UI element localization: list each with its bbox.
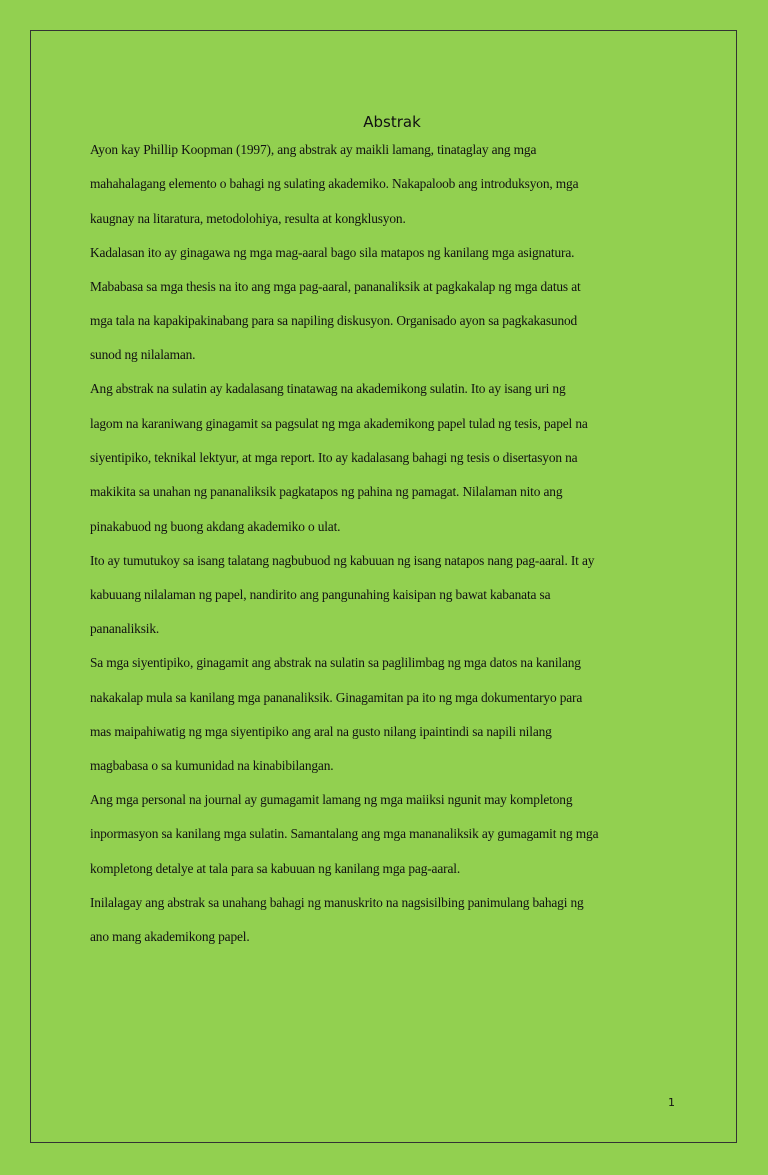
paragraph-4 xyxy=(90,549,690,641)
text-line: Kadalasan ito ay ginagawa ng mga mag-aaral bago sila matapos ng kanilang mga asignatura. xyxy=(90,244,575,260)
text-line: Ayon kay Phillip Koopman (1997), ang abstrak ay maikli lamang, tinataglay ang mga xyxy=(90,142,537,157)
page-number: 1 xyxy=(668,1096,675,1109)
paragraph-1 xyxy=(90,138,690,230)
text-line: magbabasa o sa kumunidad na kinabibilangan. xyxy=(90,758,334,774)
text-line: Mababasa sa mga thesis na ito ang mga pag-aaral, pananaliksik at pagkakalap ng mga datus at xyxy=(90,278,581,294)
text-line: ano mang akademikong papel. xyxy=(90,929,250,945)
text-line: pinakabuod ng buong akdang akademiko o ulat. xyxy=(90,518,341,534)
text-line: mga tala na kapakipakinabang para sa napiling diskusyon. Organisado ayon sa pagkakasunod xyxy=(90,313,578,329)
text-line: Ang abstrak na sulatin ay kadalasang tinatawag na akademikong sulatin. Ito ay isang uri ng xyxy=(90,381,566,397)
text-line: sunod ng nilalaman. xyxy=(90,347,196,363)
text-line: lagom na karaniwang ginagamit sa pagsulat ng mga akademikong papel tulad ng tesis, papel na xyxy=(90,415,588,431)
paragraph-7 xyxy=(90,891,690,948)
paragraph-2 xyxy=(90,241,690,367)
text-line: inpormasyon sa kanilang mga sulatin. Samantalang ang mga mananaliksik ay gumagamit ng mga xyxy=(90,826,599,842)
document-body xyxy=(90,138,690,959)
text-line: kompletong detalye at tala para sa kabuuan ng kanilang mga pag-aaral. xyxy=(90,860,461,876)
text-line: Sa mga siyentipiko, ginagamit ang abstrak na sulatin sa paglilimbag ng mga datos na kanilang xyxy=(90,655,581,671)
text-line: makikita sa unahan ng pananaliksik pagkatapos ng pahina ng pamagat. Nilalaman nito ang xyxy=(90,484,563,500)
text-line: kaugnay na litaratura, metodolohiya, resulta at kongklusyon. xyxy=(90,210,406,226)
text-line: siyentipiko, teknikal lektyur, at mga report. Ito ay kadalasang bahagi ng tesis o disertasyon na xyxy=(90,450,578,466)
text-line: pananaliksik. xyxy=(90,621,160,637)
text-line: Inilalagay ang abstrak sa unahang bahagi ng manuskrito na nagsisilbing panimulang bahagi ng xyxy=(90,894,584,910)
text-line: kabuuang nilalaman ng papel, nandirito ang pangunahing kaisipan ng bawat kabanata sa xyxy=(90,586,551,602)
paragraph-6 xyxy=(90,788,690,880)
text-line: mahahalagang elemento o bahagi ng sulating akademiko. Nakapaloob ang introduksyon, mga xyxy=(90,176,579,192)
paragraph-3 xyxy=(90,377,690,537)
document-title: Abstrak xyxy=(363,113,421,132)
text-line: mas maipahiwatig ng mga siyentipiko ang aral na gusto nilang ipaintindi sa napili nilang xyxy=(90,723,552,739)
text-line: Ito ay tumutukoy sa isang talatang nagbubuod ng kabuuan ng isang natapos nang pag-aaral. It ay xyxy=(90,552,595,568)
text-line: Ang mga personal na journal ay gumagamit lamang ng mga maiiksi ngunit may kompletong xyxy=(90,792,573,808)
text-line: nakakalap mula sa kanilang mga pananaliksik. Ginagamitan pa ito ng mga dokumentaryo para xyxy=(90,689,583,705)
paragraph-5 xyxy=(90,651,690,777)
